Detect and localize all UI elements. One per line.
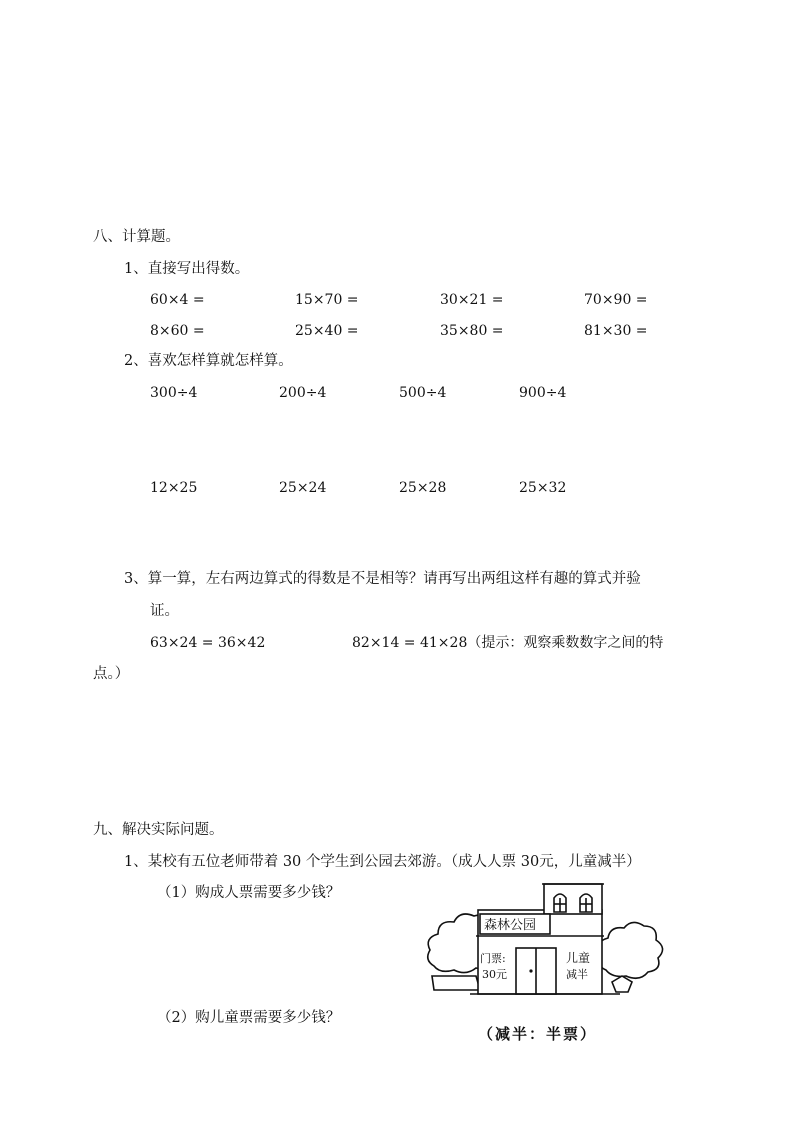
q1-r2-c2: 25×40 = bbox=[295, 323, 359, 339]
q2-r1-c3: 500÷4 bbox=[399, 385, 447, 401]
q1-r2-c4: 81×30 = bbox=[584, 323, 648, 339]
q1-r2-c1: 8×60 = bbox=[150, 323, 205, 339]
q3-line4: 点。） bbox=[93, 666, 130, 682]
ticket-price: 30元 bbox=[482, 968, 507, 981]
q3-line2: 证。 bbox=[150, 603, 179, 619]
q1-r1-c3: 30×21 = bbox=[440, 292, 504, 308]
q2-r1-c1: 300÷4 bbox=[150, 385, 198, 401]
child-label-2: 减半 bbox=[566, 968, 588, 981]
q2-r2-c3: 25×28 bbox=[399, 480, 447, 496]
park-gate-illustration bbox=[420, 878, 665, 1006]
illustration-caption: （减半：半票） bbox=[478, 1025, 598, 1043]
section8-title: 八、计算题。 bbox=[93, 229, 180, 245]
s9-q1-sub1: （1）购成人票需要多少钱？ bbox=[157, 885, 341, 901]
q1-r1-c4: 70×90 = bbox=[584, 292, 648, 308]
q2-r1-c2: 200÷4 bbox=[279, 385, 327, 401]
q1-title: 1、直接写出得数。 bbox=[124, 261, 250, 277]
q2-r1-c4: 900÷4 bbox=[519, 385, 567, 401]
q2-r2-c1: 12×25 bbox=[150, 480, 198, 496]
park-sign: 森林公园 bbox=[484, 918, 537, 933]
q1-r2-c3: 35×80 = bbox=[440, 323, 504, 339]
q2-r2-c2: 25×24 bbox=[279, 480, 327, 496]
q3-eq2: 82×14 = 41×28（提示：观察乘数数字之间的特 bbox=[352, 635, 664, 651]
s9-q1-title: 1、某校有五位老师带着 30 个学生到公园去郊游。（成人人票 30元，儿童减半） bbox=[124, 854, 641, 870]
s9-q1-sub2: （2）购儿童票需要多少钱？ bbox=[157, 1010, 341, 1026]
q3-eq1: 63×24 = 36×42 bbox=[150, 635, 266, 651]
right-bush-icon bbox=[598, 922, 662, 978]
q1-r1-c1: 60×4 = bbox=[150, 292, 205, 308]
q1-r1-c2: 15×70 = bbox=[295, 292, 359, 308]
q2-r2-c4: 25×32 bbox=[519, 480, 567, 496]
child-label-1: 儿童 bbox=[566, 951, 591, 965]
section9-title: 九、解决实际问题。 bbox=[93, 822, 224, 838]
ticket-label: 门票: bbox=[480, 952, 506, 965]
q2-title: 2、喜欢怎样算就怎样算。 bbox=[124, 353, 293, 369]
q3-line1: 3、算一算，左右两边算式的得数是不是相等？请再写出两组这样有趣的算式并验 bbox=[124, 571, 641, 587]
